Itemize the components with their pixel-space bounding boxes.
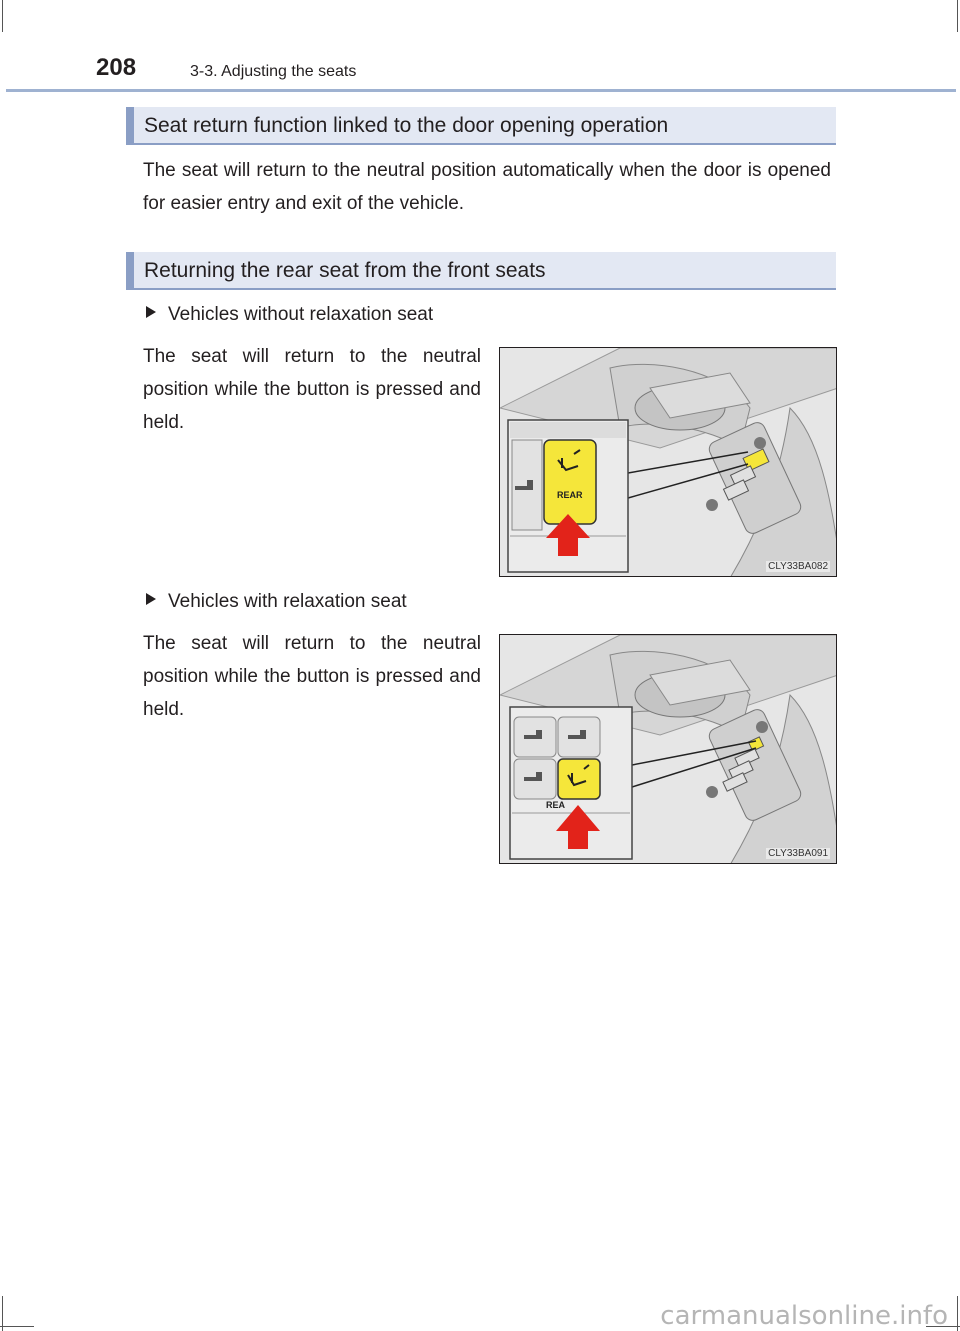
heading-seat-return [126, 107, 836, 145]
bullet-text: Vehicles without relaxation seat [168, 304, 434, 325]
crop-mark [957, 1296, 958, 1331]
crop-mark [957, 0, 958, 32]
rear-button-label: REA [546, 800, 566, 810]
figure-code: CLY33BA082 [768, 561, 828, 572]
paragraph-with-relaxation: The seat will return to the neutral position while the button is pressed and held. [143, 633, 481, 720]
figure-code: CLY33BA091 [768, 848, 828, 859]
bullet-text: Vehicles with relaxation seat [168, 591, 407, 612]
bullet-with-relaxation [146, 589, 407, 615]
figure-console-button-with-relaxation [499, 634, 837, 864]
crop-mark [0, 1326, 34, 1327]
paragraph-without-relaxation: The seat will return to the neutral position while the button is pressed and held. [143, 346, 481, 433]
bullet-without-relaxation [146, 302, 433, 328]
section-title: 3-3. Adjusting the seats [190, 63, 357, 80]
watermark: carmanualsonline.info [660, 1301, 948, 1331]
heading-text: Seat return function linked to the door opening operation [144, 114, 669, 137]
triangle-bullet-icon [146, 306, 156, 318]
page-number: 208 [96, 54, 137, 81]
figure-console-button-without-relaxation [499, 347, 837, 577]
header-rule [6, 89, 956, 92]
paragraph-seat-return: The seat will return to the neutral position automatically when the door is opened for easier entry and exit of the vehicle. [143, 160, 831, 214]
heading-text: Returning the rear seat from the front seats [144, 259, 546, 282]
crop-mark [2, 0, 3, 32]
triangle-bullet-icon [146, 593, 156, 605]
rear-button-label: REAR [557, 490, 583, 500]
heading-rear-seat-return [126, 252, 836, 290]
